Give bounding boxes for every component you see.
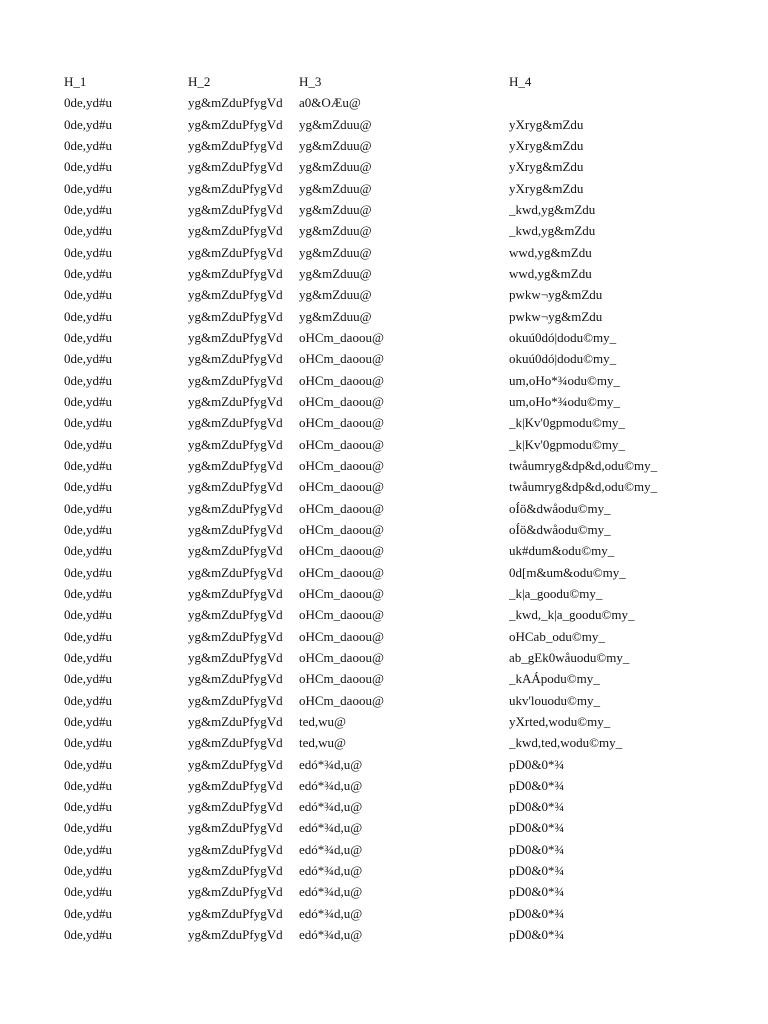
table-cell: a0&OÆu@	[299, 95, 361, 111]
table-row	[64, 498, 744, 519]
table-cell: oHCm_daoou@	[299, 692, 384, 708]
table-cell: oHCm_daoou@	[299, 671, 384, 687]
table-cell: oÍö&dwåodu©my_	[509, 500, 611, 516]
table-row	[64, 732, 744, 753]
table-cell: yg&mZduPfygVd	[188, 649, 283, 665]
table-cell: yXrted,wodu©my_	[509, 713, 611, 729]
table-cell: 0de,yd#u	[64, 628, 113, 644]
table-cell: 0de,yd#u	[64, 777, 113, 793]
table-cell	[509, 92, 739, 113]
table-cell: yg&mZduPfygVd	[188, 799, 283, 815]
table-cell: oHCm_daoou@	[299, 457, 384, 473]
table-cell: 0de,yd#u	[64, 308, 113, 324]
table-row	[64, 668, 744, 689]
table-cell: ukv'louodu©my_	[509, 692, 600, 708]
table-cell: yg&mZduPfygVd	[188, 927, 283, 943]
table-cell: yg&mZduPfygVd	[188, 500, 283, 516]
table-row	[64, 903, 744, 924]
table-cell: 0de,yd#u	[64, 863, 113, 879]
table-cell: yg&mZduPfygVd	[188, 393, 283, 409]
table-cell: 0de,yd#u	[64, 137, 113, 153]
table-cell: _kwd,ted,wodu©my_	[509, 735, 623, 751]
table-cell: edó*¾d,u@	[299, 905, 363, 921]
table-row	[64, 796, 744, 817]
table-row	[64, 263, 744, 284]
table-cell: yg&mZduPfygVd	[188, 479, 283, 495]
table-cell: edó*¾d,u@	[299, 863, 363, 879]
table-cell: edó*¾d,u@	[299, 884, 363, 900]
table-cell: 0de,yd#u	[64, 223, 113, 239]
table-cell: yg&mZduu@	[299, 116, 372, 132]
table-cell: pD0&0*¾	[509, 841, 565, 857]
table-cell: yg&mZduPfygVd	[188, 329, 283, 345]
table-cell: twåumryg&dp&d,odu©my_	[509, 479, 658, 495]
table-row	[64, 242, 744, 263]
table-cell: 0de,yd#u	[64, 116, 113, 132]
table-cell: 0de,yd#u	[64, 713, 113, 729]
table-row	[64, 220, 744, 241]
table-cell: yg&mZduPfygVd	[188, 735, 283, 751]
table-cell: yg&mZduPfygVd	[188, 564, 283, 580]
table-cell: 0de,yd#u	[64, 457, 113, 473]
table-cell: oÍö&dwåodu©my_	[509, 521, 611, 537]
table-cell: pD0&0*¾	[509, 820, 565, 836]
table-cell: pD0&0*¾	[509, 799, 565, 815]
table-row	[64, 690, 744, 711]
table-cell: 0de,yd#u	[64, 244, 113, 260]
table-cell: _k|Kv'0gpmodu©my_	[509, 415, 625, 431]
table-cell: yg&mZduPfygVd	[188, 585, 283, 601]
header-row	[64, 71, 744, 92]
table-cell: 0de,yd#u	[64, 500, 113, 516]
table-cell: 0de,yd#u	[64, 820, 113, 836]
table-cell: yg&mZduPfygVd	[188, 905, 283, 921]
table-cell: _k|Kv'0gpmodu©my_	[509, 436, 625, 452]
table-cell: yg&mZduPfygVd	[188, 137, 283, 153]
table-cell: yg&mZduPfygVd	[188, 287, 283, 303]
table-cell: yg&mZduPfygVd	[188, 607, 283, 623]
table-cell: twåumryg&dp&d,odu©my_	[509, 457, 658, 473]
table-cell: 0de,yd#u	[64, 607, 113, 623]
table-cell: yg&mZduPfygVd	[188, 457, 283, 473]
table-cell: yg&mZduPfygVd	[188, 884, 283, 900]
table-cell: 0de,yd#u	[64, 479, 113, 495]
table-row	[64, 519, 744, 540]
table-row	[64, 327, 744, 348]
table-cell: yg&mZduPfygVd	[188, 223, 283, 239]
table-cell: yg&mZduPfygVd	[188, 543, 283, 559]
table-cell: edó*¾d,u@	[299, 799, 363, 815]
table-cell: 0de,yd#u	[64, 415, 113, 431]
table-cell: _kAÁpodu©my_	[509, 671, 600, 687]
table-cell: 0de,yd#u	[64, 692, 113, 708]
table-cell: oHCm_daoou@	[299, 393, 384, 409]
table-cell: oHCm_daoou@	[299, 329, 384, 345]
table-cell: yg&mZduPfygVd	[188, 351, 283, 367]
table-row	[64, 711, 744, 732]
table-cell: oHCm_daoou@	[299, 628, 384, 644]
table-cell: yg&mZduu@	[299, 159, 372, 175]
table-cell: pD0&0*¾	[509, 863, 565, 879]
table-cell: yg&mZduPfygVd	[188, 180, 283, 196]
table-cell: yg&mZduPfygVd	[188, 841, 283, 857]
table-cell: yg&mZduPfygVd	[188, 159, 283, 175]
table-row	[64, 455, 744, 476]
table-row	[64, 476, 744, 497]
table-cell: edó*¾d,u@	[299, 756, 363, 772]
table-cell: wwd,yg&mZdu	[509, 244, 592, 260]
table-cell: uk#dum&odu©my_	[509, 543, 615, 559]
table-cell: 0de,yd#u	[64, 265, 113, 281]
table-cell: yg&mZduu@	[299, 201, 372, 217]
table-cell: yg&mZduPfygVd	[188, 244, 283, 260]
header-cell-h3: H_3	[299, 74, 322, 89]
table-cell: 0de,yd#u	[64, 841, 113, 857]
table-cell: edó*¾d,u@	[299, 820, 363, 836]
table-cell: 0de,yd#u	[64, 543, 113, 559]
table-cell: oHCm_daoou@	[299, 607, 384, 623]
table-cell: _kwd,yg&mZdu	[509, 201, 596, 217]
table-cell: yg&mZduPfygVd	[188, 777, 283, 793]
table-row	[64, 92, 744, 113]
table-cell: 0de,yd#u	[64, 436, 113, 452]
table-cell: 0de,yd#u	[64, 585, 113, 601]
table-cell: oHCm_daoou@	[299, 372, 384, 388]
table-cell: yXryg&mZdu	[509, 180, 584, 196]
table-cell: yg&mZduPfygVd	[188, 372, 283, 388]
table-row	[64, 540, 744, 561]
table-row	[64, 391, 744, 412]
table-cell: 0de,yd#u	[64, 521, 113, 537]
table-cell: yg&mZduu@	[299, 308, 372, 324]
table-row	[64, 839, 744, 860]
table-cell: yg&mZduPfygVd	[188, 201, 283, 217]
table-cell: oHCm_daoou@	[299, 351, 384, 367]
table-cell: um,oHo*¾odu©my_	[509, 393, 620, 409]
table-cell: pD0&0*¾	[509, 777, 565, 793]
header-cell-h2: H_2	[188, 74, 211, 89]
table-cell: oHCm_daoou@	[299, 543, 384, 559]
table-cell: pwkw¬yg&mZdu	[509, 287, 603, 303]
table-row	[64, 348, 744, 369]
table-cell: yg&mZduPfygVd	[188, 415, 283, 431]
table-cell: 0de,yd#u	[64, 287, 113, 303]
table-cell: ab_gEk0wåuodu©my_	[509, 649, 630, 665]
table-cell: _kwd,yg&mZdu	[509, 223, 596, 239]
table-cell: 0de,yd#u	[64, 329, 113, 345]
table-cell: oHCm_daoou@	[299, 415, 384, 431]
table-cell: pD0&0*¾	[509, 756, 565, 772]
table-cell: yg&mZduPfygVd	[188, 116, 283, 132]
table-cell: okuú0dó|dodu©my_	[509, 351, 617, 367]
table-cell: oHCm_daoou@	[299, 564, 384, 580]
table-cell: 0de,yd#u	[64, 671, 113, 687]
table-cell: 0de,yd#u	[64, 799, 113, 815]
table-cell: yg&mZduu@	[299, 180, 372, 196]
table-cell: yg&mZduPfygVd	[188, 628, 283, 644]
table-cell: yg&mZduu@	[299, 287, 372, 303]
table-cell: _k|a_goodu©my_	[509, 585, 603, 601]
table-cell: yXryg&mZdu	[509, 116, 584, 132]
table-cell: pD0&0*¾	[509, 905, 565, 921]
table-cell: yg&mZduPfygVd	[188, 521, 283, 537]
table-cell: yg&mZduPfygVd	[188, 265, 283, 281]
table-row	[64, 860, 744, 881]
table-cell: yg&mZduPfygVd	[188, 756, 283, 772]
table-row	[64, 284, 744, 305]
table-cell: oHCm_daoou@	[299, 479, 384, 495]
table-cell: ted,wu@	[299, 713, 346, 729]
table-cell: yg&mZduPfygVd	[188, 436, 283, 452]
table-row	[64, 604, 744, 625]
table-cell: yg&mZduPfygVd	[188, 671, 283, 687]
table-cell: pD0&0*¾	[509, 927, 565, 943]
table-cell: edó*¾d,u@	[299, 841, 363, 857]
table-cell: yg&mZduu@	[299, 223, 372, 239]
table-row	[64, 924, 744, 945]
table-row	[64, 754, 744, 775]
table-cell: 0de,yd#u	[64, 756, 113, 772]
table-cell: oHCm_daoou@	[299, 521, 384, 537]
table-cell: yg&mZduu@	[299, 137, 372, 153]
table-cell: 0de,yd#u	[64, 159, 113, 175]
table-cell: yg&mZduPfygVd	[188, 95, 283, 111]
table-row	[64, 370, 744, 391]
table-cell: 0de,yd#u	[64, 372, 113, 388]
table-row	[64, 647, 744, 668]
table-cell: oHCm_daoou@	[299, 500, 384, 516]
table-row	[64, 135, 744, 156]
table-row	[64, 178, 744, 199]
table-cell: yg&mZduPfygVd	[188, 820, 283, 836]
header-cell-h1: H_1	[64, 74, 87, 89]
table-row	[64, 562, 744, 583]
table-row	[64, 114, 744, 135]
table-cell: um,oHo*¾odu©my_	[509, 372, 620, 388]
table-row	[64, 412, 744, 433]
header-cell-h4: H_4	[509, 74, 532, 89]
table-cell: edó*¾d,u@	[299, 927, 363, 943]
table-cell: 0de,yd#u	[64, 905, 113, 921]
table-row	[64, 881, 744, 902]
table-cell: yg&mZduPfygVd	[188, 692, 283, 708]
table-cell: yg&mZduPfygVd	[188, 308, 283, 324]
table-cell: 0de,yd#u	[64, 927, 113, 943]
table-row	[64, 626, 744, 647]
table-cell: yg&mZduPfygVd	[188, 863, 283, 879]
table-cell: yXryg&mZdu	[509, 159, 584, 175]
table-cell: yg&mZduu@	[299, 244, 372, 260]
spreadsheet-table	[64, 71, 744, 945]
table-cell: 0de,yd#u	[64, 351, 113, 367]
table-cell: oHCab_odu©my_	[509, 628, 605, 644]
table-cell: 0de,yd#u	[64, 884, 113, 900]
table-cell: 0de,yd#u	[64, 95, 113, 111]
table-cell: 0de,yd#u	[64, 180, 113, 196]
table-row	[64, 583, 744, 604]
table-row	[64, 156, 744, 177]
table-row	[64, 434, 744, 455]
table-cell: yXryg&mZdu	[509, 137, 584, 153]
table-cell: 0de,yd#u	[64, 649, 113, 665]
table-cell: edó*¾d,u@	[299, 777, 363, 793]
table-cell: 0de,yd#u	[64, 564, 113, 580]
table-cell: pwkw¬yg&mZdu	[509, 308, 603, 324]
table-cell: 0de,yd#u	[64, 393, 113, 409]
table-cell: oHCm_daoou@	[299, 436, 384, 452]
table-cell: ted,wu@	[299, 735, 346, 751]
table-cell: yg&mZduPfygVd	[188, 713, 283, 729]
table-body	[64, 92, 744, 945]
table-cell: 0de,yd#u	[64, 735, 113, 751]
table-cell: pD0&0*¾	[509, 884, 565, 900]
table-row	[64, 775, 744, 796]
table-cell: yg&mZduu@	[299, 265, 372, 281]
table-cell: okuú0dó|dodu©my_	[509, 329, 617, 345]
table-row	[64, 306, 744, 327]
table-cell: wwd,yg&mZdu	[509, 265, 592, 281]
table-cell: _kwd,_k|a_goodu©my_	[509, 607, 635, 623]
table-row	[64, 817, 744, 838]
table-cell: oHCm_daoou@	[299, 585, 384, 601]
table-cell: 0de,yd#u	[64, 201, 113, 217]
table-cell: oHCm_daoou@	[299, 649, 384, 665]
table-row	[64, 199, 744, 220]
table-cell: 0d[m&um&odu©my_	[509, 564, 626, 580]
